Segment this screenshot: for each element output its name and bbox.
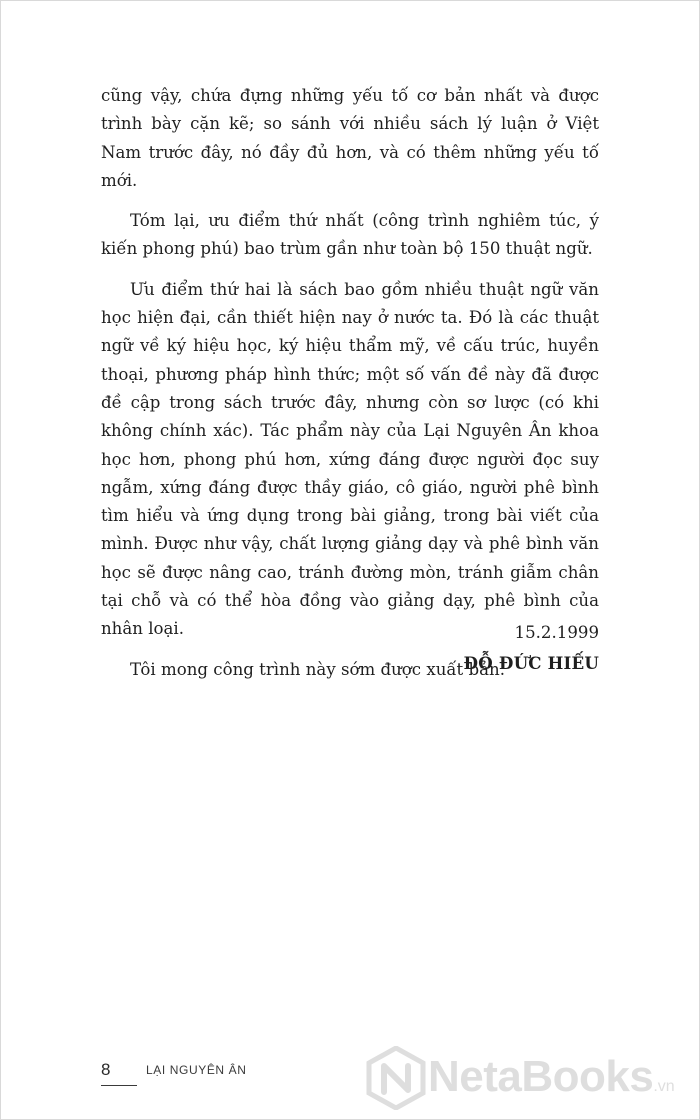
- paragraph-1: cũng vậy, chứa đựng những yếu tố cơ bản nhất và được trình bày cặn kẽ; so sánh với nhiều sách lý luận ở Việt Nam trước đây, nó đầy đủ hơn, và có thêm những yếu tố mới.: [101, 86, 599, 190]
- watermark-brand: NetaBooks.vn: [428, 1052, 675, 1101]
- page-number: 8: [101, 1060, 111, 1079]
- n-logo-icon: [366, 1046, 426, 1110]
- page-body: [101, 82, 599, 696]
- running-head-author: LẠI NGUYÊN ÂN: [146, 1063, 247, 1077]
- paragraph-4: Tôi mong công trình này sớm được xuất bản.: [130, 659, 505, 679]
- signature-block: [101, 618, 599, 678]
- paragraph-3: Ưu điểm thứ hai là sách bao gồm nhiều thuật ngữ văn học hiện đại, cần thiết hiện nay ở nước ta. Đó là các thuật ngữ về ký hiệu học, ký hiệu thẩm mỹ, về cấu trúc, huyền thoại, phương pháp hình thức; một số vấn đề này đã được đề cập trong sách trước đây, nhưng còn sơ lược (có khi không chính xác). Tác phẩm này của Lại Nguyên Ân khoa học hơn, phong phú hơn, xứng đáng được người đọc suy ngẫm, xứng đáng được thầy giáo, cô giáo, người phê bình tìm hiểu và ứng dụng trong bài giảng, trong bài viết của mình. Được như vậy, chất lượng giảng dạy và phê bình văn học sẽ được nâng cao, tránh đường mòn, tránh giẫm chân tại chỗ và có thể hòa đồng vào giảng dạy, phê bình của nhân loại.: [101, 279, 599, 639]
- signature-author: ĐỖ ĐỨC HIẾU: [463, 653, 599, 673]
- paragraph-2: Tóm lại, ưu điểm thứ nhất (công trình nghiêm túc, ý kiến phong phú) bao trùm gần như toàn bộ 150 thuật ngữ.: [101, 211, 599, 259]
- footer-rule: [101, 1085, 137, 1086]
- watermark: [366, 1046, 700, 1110]
- signature-date: 15.2.1999: [514, 623, 599, 642]
- watermark-suffix: .vn: [653, 1078, 675, 1095]
